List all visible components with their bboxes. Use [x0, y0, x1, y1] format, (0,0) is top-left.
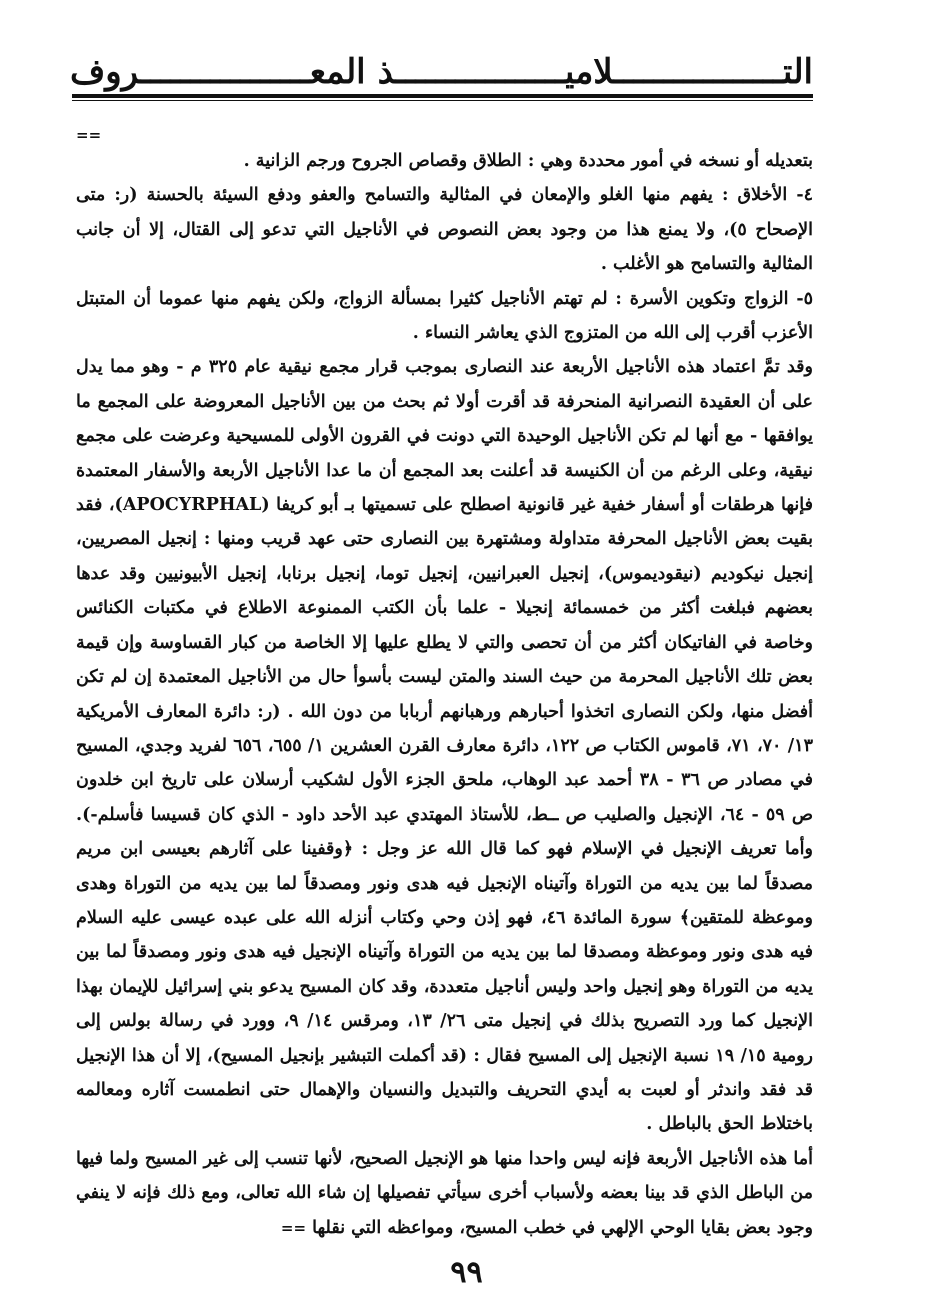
header-rule: [72, 94, 813, 98]
paragraph-5: [76, 1142, 813, 1245]
running-header: [70, 52, 813, 98]
end-marker: ==: [280, 1218, 307, 1237]
continuation-marker: ==: [76, 126, 102, 144]
header-rule-thin: [72, 100, 813, 101]
paragraph-2: ٤- الأخلاق : يفهم منها الغلو والإمعان في المثالية والتسامح والعفو ودفع السيئة بالحسنة (ر: متى الإصحاح ٥)، ولا يمنع هذا من وجود بعض النصوص في الأناجيل التي تدعو إلى القتال، إلا أن جانب المثالية والتسامح هو الأغلب .: [76, 185, 813, 275]
paragraph-1: بتعديله أو نسخه في أمور محددة وهي : الطلاق وقصاص الجروح ورجم الزانية .: [243, 151, 813, 171]
paragraph-4: وقد تمَّ اعتماد هذه الأناجيل الأربعة عند النصارى بموجب قرار مجمع نيقية عام ٣٢٥ م - وهو مما يدل على أن العقيدة النصرانية المنحرفة قد أقرت أولا ثم بحث من بين الأناجيل المعروضة على المجمع ما يوافقها - مع أنها لم تكن الأناجيل الوحيدة التي دونت في القرون الأولى للمسيحية وعرضت على مجمع نيقية، وعلى الرغم من أن الكنيسة قد أعلنت بعد المجمع أن ما عدا الأناجيل الأربعة والأسفار المعتمدة فإنها هرطقات أو أسفار خفية غير قانونية اصطلح على تسميتها بـ أبو كريفا (APOCYRPHAL)، فقد بقيت بعض الأناجيل المحرفة متداولة ومشتهرة بين النصارى حتى عهد قريب ومنها : إنجيل المصريين، إنجيل نيكوديم (نيقوديموس)، إنجيل العبرانيين، إنجيل توما، إنجيل برنابا، إنجيل الأبيونيين وقد عدها بعضهم فبلغت أكثر من خمسمائة إنجيلا - علما بأن الكتب الممنوعة الاطلاع في مكتبات الكنائس وخاصة في الفاتيكان أكثر من أن تحصى والتي لا يطلع عليها إلا الخاصة من كبار القساوسة وإن قيمة بعض تلك الأناجيل المحرمة من حيث السند والمتن ليست بأسوأ حال من الأناجيل المعتمدة إن لم تكن أفضل منها، ولكن النصارى اتخذوا أحبارهم ورهبانهم أربابا من دون الله . (ر: دائرة المعارف الأمريكية ١٣/ ٧٠، ٧١، قاموس الكتاب ص ١٢٢، دائرة معارف القرن العشرين ١/ ٦٥٥، ٦٥٦ لفريد وجدي، المسيح في مصادر ص ٣٦ - ٣٨ أحمد عبد الوهاب، ملحق الجزء الأول لشكيب أرسلان على تاريخ ابن خلدون ص ٥٩ - ٦٤، الإنجيل والصليب ص ــط، للأستاذ المهتدي عبد الأحد داود - الذي كان قسيسا فأسلم-). وأما تعريف الإنجيل في الإسلام فهو كما قال الله عز وجل : ﴿وقفينا على آثارهم بعيسى ابن مريم مصدقاً لما بين يديه من التوراة وآتيناه الإنجيل فيه هدى ونور ومصدقاً لما بين يديه من التوراة وهدى وموعظة للمتقين﴾ سورة المائدة ٤٦، فهو إذن وحي وكتاب أنزله الله على عبده عيسى عليه السلام فيه هدى ونور وموعظة ومصدقا لما بين يديه من التوراة وآتيناه الإنجيل فيه هدى ونور ومصدقاً لما بين يديه من التوراة وهو إنجيل واحد وليس أناجيل متعددة، وقد كان المسيح يدعو بني إسرائيل للإيمان بهذا الإنجيل كما ورد التصريح بذلك في إنجيل متى ٢٦/ ١٣، ومرقس ١٤/ ٩، وورد في رسالة بولس إلى رومية ١٥/ ١٩ نسبة الإنجيل إلى المسيح فقال : (قد أكملت التبشير بإنجيل المسيح)، إلا أن هذا الإنجيل قد فقد واندثر أو لعبت به أيدي التحريف والتبديل والنسيان والإهمال حتى انطمست آثاره ومعالمه باختلاط الحق بالباطل .: [76, 357, 814, 1135]
page-number: ٩٩: [450, 1255, 483, 1290]
header-title-right: التـــــــــــــــــلاميـــــــــــــــــذ: [377, 52, 813, 92]
paragraph-3: ٥- الزواج وتكوين الأسرة : لم تهتم الأناجيل كثيرا بمسألة الزواج، ولكن يفهم منها عموما أن المتبتل الأعزب أقرب إلى الله من المتزوج الذي يعاشر النساء .: [76, 288, 813, 344]
header-title-left: المعـــــــــــــــــروف: [70, 52, 366, 92]
paragraph-5-text: أما هذه الأناجيل الأربعة فإنه ليس واحدا منها هو الإنجيل الصحيح، لأنها تنسب إلى غير المسيح ولما فيها من الباطل الذي قد بينا بعضه ولأسباب أخرى سيأتي تفصيلها إن شاء الله تعالى، ومع ذلك فإنه لا ينفي وجود بعض بقايا الوحي الإلهي في خطب المسيح، ومواعظه التي نقلها: [76, 1148, 813, 1238]
body-text: [76, 126, 813, 1245]
